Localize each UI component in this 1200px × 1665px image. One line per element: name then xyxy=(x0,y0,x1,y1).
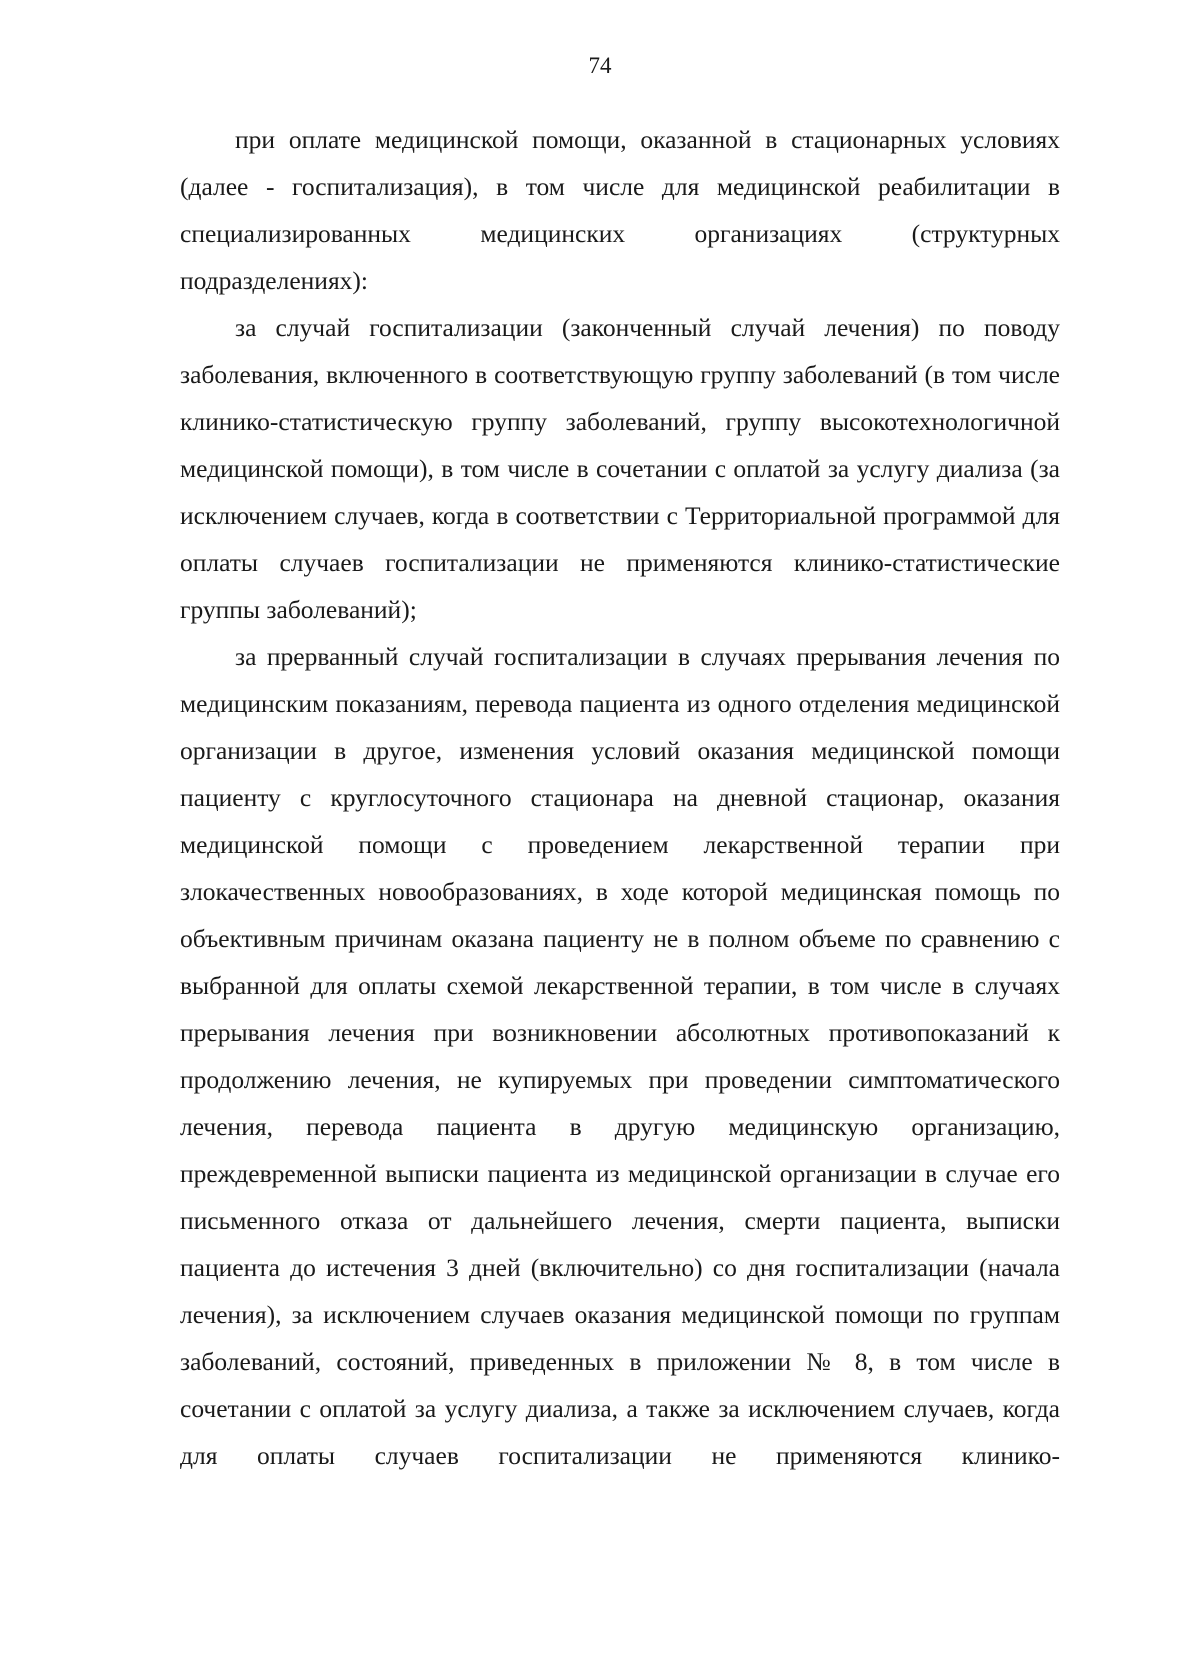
page-number: 74 xyxy=(588,53,612,78)
document-body xyxy=(180,116,1060,1479)
paragraph-2: за случай госпитализации (законченный случай лечения) по поводу заболевания, включенного в соответствующую группу заболеваний (в том числе клинико-статистическую группу заболеваний, группу высокотехнологичной медицинской помощи), в том числе в сочетании с оплатой за услугу диализа (за исключением случаев, когда в соответствии с Территориальной программой для оплаты случаев госпитализации не применяются клинико-статистические группы заболеваний); xyxy=(180,313,1060,624)
paragraph-1: при оплате медицинской помощи, оказанной в стационарных условиях (далее - госпитализация), в том числе для медицинской реабилитации в специализированных медицинских организациях (структурных подразделениях): xyxy=(180,125,1060,295)
paragraph-3: за прерванный случай госпитализации в случаях прерывания лечения по медицинским показаниям, перевода пациента из одного отделения медицинской организации в другое, изменения условий оказания медицинской помощи пациенту с круглосуточного стационара на дневной стационар, оказания медицинской помощи с проведением лекарственной терапии при злокачественных новообразованиях, в ходе которой медицинская помощь по объективным причинам оказана пациенту не в полном объеме по сравнению с выбранной для оплаты схемой лекарственной терапии, в том числе в случаях прерывания лечения при возникновении абсолютных противопоказаний к продолжению лечения, не купируемых при проведении симптоматического лечения, перевода пациента в другую медицинскую организацию, преждевременной выписки пациента из медицинской организации в случае его письменного отказа от дальнейшего лечения, смерти пациента, выписки пациента до истечения 3 дней (включительно) со дня госпитализации (начала лечения), за исключением случаев оказания медицинской помощи по группам заболеваний, состояний, приведенных в приложении № 8, в том числе в сочетании с оплатой за услугу диализа, а также за исключением случаев, когда для оплаты случаев госпитализации не применяются клинико- xyxy=(180,642,1060,1470)
